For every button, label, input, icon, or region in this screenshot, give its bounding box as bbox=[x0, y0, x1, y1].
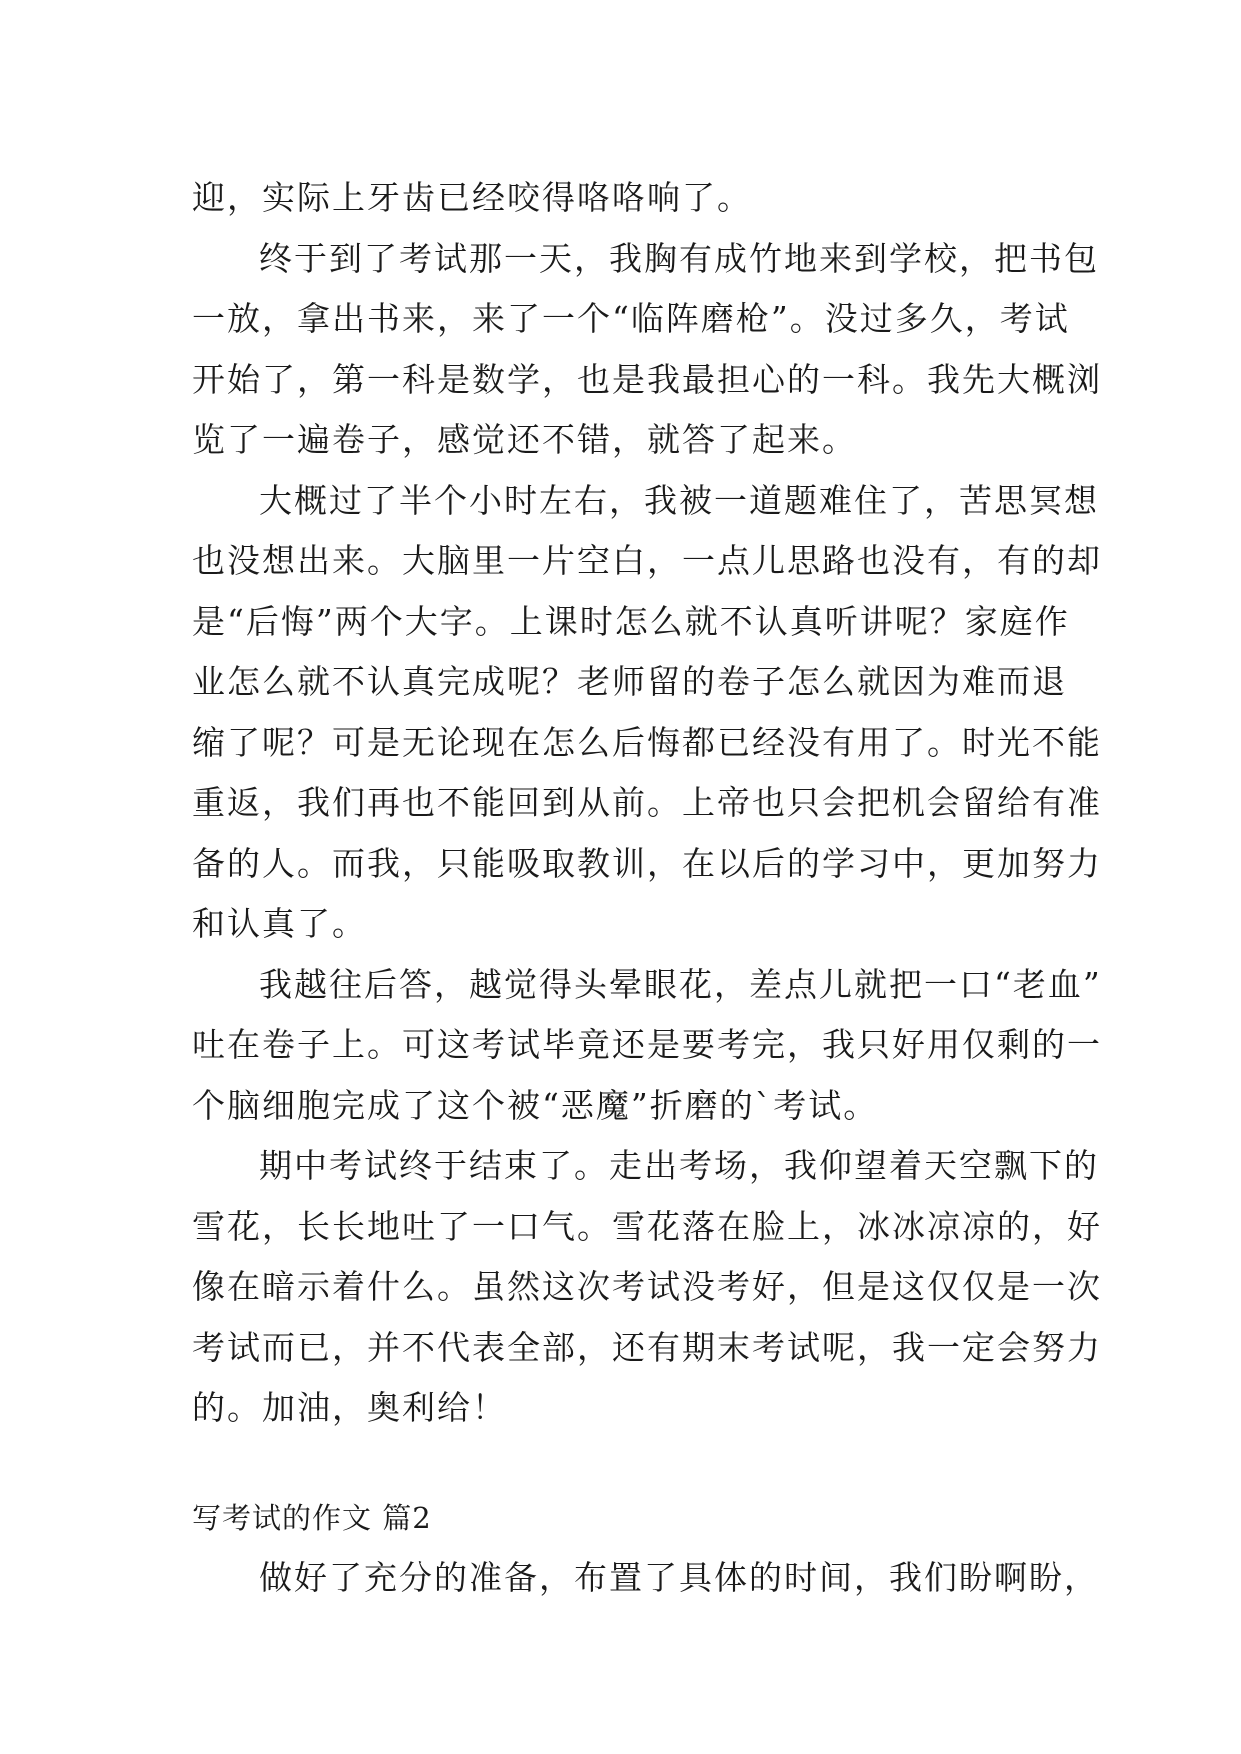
text-line: 迎，实际上牙齿已经咬得咯咯响了。 bbox=[192, 178, 752, 217]
text-line: 备的人。而我，只能吸取教训，在以后的学习中，更加努力 bbox=[192, 843, 1102, 883]
text-line: 大概过了半个小时左右，我被一道题难住了，苦思冥想 bbox=[259, 480, 1099, 520]
text-line: 开始了，第一科是数学，也是我最担心的一科。我先大概浏 bbox=[192, 359, 1102, 399]
paragraph-4 bbox=[192, 955, 1102, 1137]
text-line: 一放，拿出书来，来了一个“临阵磨枪”。没过多久，考试 bbox=[192, 299, 1070, 338]
paragraph-2 bbox=[192, 229, 1102, 471]
text-line: 业怎么就不认真完成呢？老师留的卷子怎么就因为难而退 bbox=[192, 662, 1067, 701]
text-line: 像在暗示着什么。虽然这次考试没考好，但是这仅仅是一次 bbox=[192, 1267, 1102, 1306]
text-line: 的。加油，奥利给！ bbox=[192, 1388, 507, 1427]
document-page bbox=[192, 168, 1102, 1608]
text-line: 期中考试终于结束了。走出考场，我仰望着天空飘下的 bbox=[259, 1146, 1099, 1185]
text-line: 做好了充分的准备，布置了具体的时间，我们盼啊盼， bbox=[259, 1557, 1099, 1597]
section-heading: 写考试的作文 篇2 bbox=[192, 1500, 432, 1535]
text-line: 重返，我们再也不能回到从前。上帝也只会把机会留给有准 bbox=[192, 783, 1102, 822]
text-line: 和认真了。 bbox=[192, 904, 367, 943]
text-line: 是“后悔”两个大字。上课时怎么就不认真听讲呢？家庭作 bbox=[192, 601, 1070, 641]
paragraph-5 bbox=[192, 1136, 1102, 1439]
text-line: 缩了呢？可是无论现在怎么后悔都已经没有用了。时光不能 bbox=[192, 722, 1102, 762]
paragraph-3 bbox=[192, 471, 1102, 955]
text-line: 雪花，长长地吐了一口气。雪花落在脸上，冰冰凉凉的，好 bbox=[192, 1206, 1102, 1246]
text-line: 吐在卷子上。可这考试毕竟还是要考完，我只好用仅剩的一 bbox=[192, 1025, 1102, 1064]
paragraph-next bbox=[192, 1548, 1099, 1609]
text-line: 终于到了考试那一天，我胸有成竹地来到学校，把书包 bbox=[259, 238, 1099, 278]
text-line: 考试而已，并不代表全部，还有期末考试呢，我一定会努力 bbox=[192, 1327, 1102, 1367]
text-line: 我越往后答，越觉得头晕眼花，差点儿就把一口“老血” bbox=[259, 964, 1102, 1004]
paragraph-1 bbox=[192, 168, 1072, 229]
text-line: 个脑细胞完成了这个被“恶魔”折磨的`考试。 bbox=[192, 1085, 879, 1125]
text-line: 览了一遍卷子，感觉还不错，就答了起来。 bbox=[192, 420, 857, 459]
text-line: 也没想出来。大脑里一片空白，一点儿思路也没有，有的却 bbox=[192, 541, 1102, 580]
